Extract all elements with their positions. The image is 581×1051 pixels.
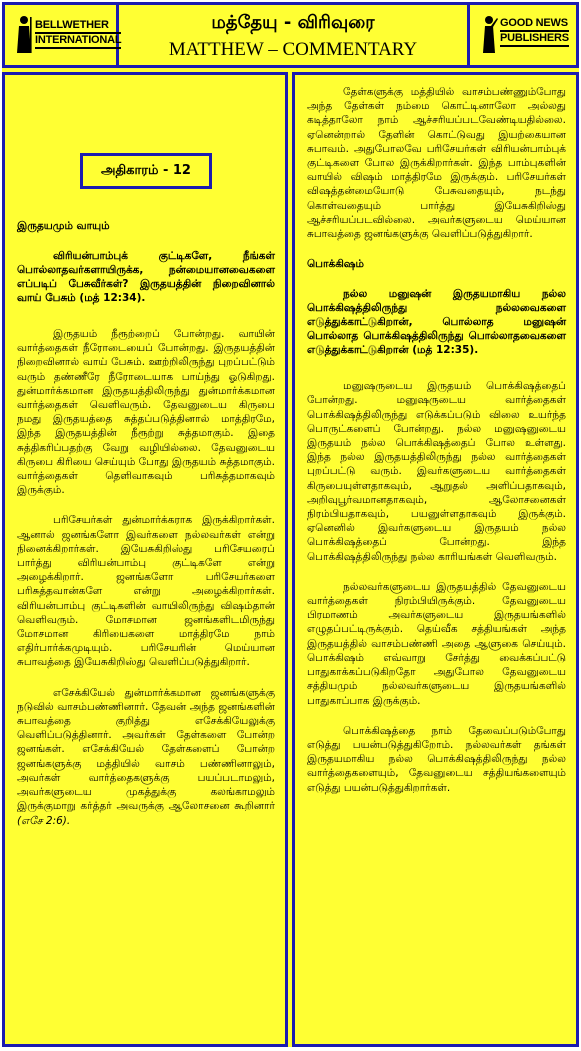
bellwether-logo-line2: INTERNATIONAL	[35, 34, 121, 49]
good-news-logo-line2: PUBLISHERS	[500, 32, 569, 47]
chapter-label: அதிகாரம் - 12	[80, 153, 212, 189]
right-column	[292, 72, 579, 1047]
section-heading-treasure: பொக்கிஷம்	[307, 258, 364, 271]
paragraph: மனுஷருடைய இருதயம் பொக்கிஷத்தைப் போன்றது. மனுஷருடைய வார்த்தைகள் பொக்கிஷத்திலிருந்து எடுக்கப்படும் விலை உயர்ந்த பொருட்களைப் போன்றது. நல்ல மனுஷனுடைய இருதயம் நல்ல பொக்கிஷத்தைப் போல உள்ளது. இந்த நல்ல இருதயத்திலிருந்து நல்ல வார்த்தைகள் புறப்பட்டு வரும். இவர்களுடைய வார்த்தைகள் கிருபையுள்ளதாகவும், ஆறுதல் அளிப்பதாகவும், அறிவுபூர்வமானதாகவும், ஆலோசனைகள் நிரம்பியதாகவும், பயனுள்ளதாகவும் இருக்கும். ஏனெனில் இவர்களுடைய இருதயம் நல்ல பொக்கிஷத்தைப் போன்றது. இந்த பொக்கிஷத்திலிருந்து நல்ல காரியங்கள் வெளிவரும்.	[307, 380, 566, 563]
page	[2, 2, 579, 1047]
good-news-logo-line1: GOOD NEWS	[500, 17, 569, 32]
scripture-quote-12-35: நல்ல மனுஷன் இருதயமாகிய நல்ல பொக்கிஷத்திலிருந்து நல்லவைகளை எடுத்துக்காட்டுகிறான், பொல்லாத மனுஷன் பொல்லாத பொக்கிஷத்திலிருந்து பொல்லாதவைகளை எடுத்துக்காட்டுகிறான் (மத் 12:35).	[307, 288, 566, 357]
paragraph-text: எசேக்கியேல் துன்மார்க்கமான ஜனங்களுக்கு நடுவில் வாசம்பண்ணினார். தேவன் அந்த ஜனங்களின் சுபாவத்தை குறித்து எசேக்கியேலுக்கு வெளிப்படுத்தினார். அவர்கள் தேள்களை போன்ற ஜனங்கள். எசேக்கியேல் தேள்களைப் போன்ற ஜனங்களுக்கு மத்தியில் வாசம் பண்ணினாலும், அவர்கள் வார்த்தைகளுக்கு பயப்படாமலும், அவர்களுடைய முகத்துக்கு கலங்காமலும் இருக்குமாறு கர்த்தர் அவருக்கு ஆலோசனை கூறினார்	[17, 686, 275, 813]
good-news-logo	[476, 13, 576, 57]
bellwether-logo-cell	[5, 5, 122, 65]
scripture-quote-12-34: விரியன்பாம்புக் குட்டிகளே, நீங்கள் பொல்லாதவர்களாயிருக்க, நன்மையானவைகளை எப்படிப் பேசுவீர்கள்? இருதயத்தின் நிறைவினால் வாய் பேசும் (மத் 12:34).	[17, 250, 275, 304]
preacher-figure-icon	[480, 15, 498, 55]
title-tamil: மத்தேயு - விரிவுரை	[211, 12, 375, 33]
paragraph: இருதயம் நீரூற்றைப் போன்றது. வாயின் வார்த்தைகள் நீரோடையைப் போன்றது. இருதயத்தின் நிறைவினால் வாய் பேசும். ஊற்றிலிருந்து புறப்பட்டும் வரும் தண்ணீரே நீரோடையாக பாய்ந்து ஓடுகிறது. துன்மார்க்கமான இருதயத்திலிருந்து துன்மார்க்கமான வார்த்தைகள் வெளிவரும். தேவனுடைய கிருபை நமது இருதயத்தை சுத்தப்படுத்தினால் மாத்திரமே, இந்த இருதயத்தின் நீரூற்று சுத்தமாகும். இதை சுத்திகரிப்பதற்கு வேறு வழியில்லை. தேவனுடைய கிருபை கிரியை செய்யும் போது இருதயம் சுத்தமாகும். வார்த்தைகள் தெளிவாகவும் பரிசுத்தமாகவும் இருக்கும்.	[17, 328, 275, 497]
title-cell	[119, 5, 467, 65]
shepherd-figure-icon	[15, 15, 33, 55]
paragraph: நல்லவர்களுடைய இருதயத்தில் தேவனுடைய வார்த்தைகள் நிரம்பியிருக்கும். தேவனுடைய பிரமாணம் அவர்களுடைய இருதயங்களில் எழுதப்பட்டிருக்கும். தெய்வீக சத்தியங்கள் அந்த இருதயத்தில் வாசம்பண்ணி அதை ஆளுகை செய்யும். பொக்கிஷம் எவ்வாறு சேர்த்து வைக்கப்பட்டு பாதுகாக்கப்படுகிறதோ அதுபோல தேவனுடைய சத்தியமும் நல்லவர்களுடைய இருதயங்களில் பாதுகாப்பாக இருக்கும்.	[307, 580, 566, 707]
section-heading-heart-mouth: இருதயமும் வாயும்	[17, 220, 110, 232]
paragraph: பரிசேயர்கள் துன்மார்க்கராக இருக்கிறார்கள். ஆனால் ஜனங்களோ இவர்களை நல்லவர்கள் என்று நினைக்கிறார்கள். இயேசுகிறிஸ்து பரிசேயரைப் பார்த்து விரியன்பாம்பு குட்டிகளே என்று அழைக்கிறார். ஜனங்களோ பரிசேயர்களை பரிசுத்தவான்களே என்று அழைக்கிறார்கள். விரியன்பாம்பு குட்டிகளின் வாயிலிருந்து விஷம்தான் வெளிவரும். மோசமான ஜனங்களிடமிருந்து மோசமான கிரியைகளை மாத்திரமே நாம் எதிர்பார்க்கமுடியும். பரிசேயரின் மெய்யான சுபாவத்தை இயேசுகிறிஸ்து வெளிப்படுத்துகிறார்.	[17, 514, 275, 669]
paragraph: தேள்களுக்கு மத்தியில் வாசம்பண்ணும்போது அந்த தேள்கள் நம்மை கொட்டினாலோ அல்லது கடித்தாலோ நாம் ஆச்சரியப்படவேண்டியதில்லை. ஏனென்றால் தேளின் கொட்டுவது இயற்கையான சுபாவம். அதுபோலவே பரிசேயர்கள் விரியன்பாம்புக் குட்டிகளை போல இருக்கிறார்கள். இந்த பாம்புகளின் வாயில் விஷம் மாத்திரமே இருக்கும். பரிசேயர்கள் விஷத்தன்மையோடு பேசுவதையும், நடந்து கொள்வதையும் பார்த்து இயேசுகிறிஸ்து ஆச்சரியப்படவில்லை. அவர்களுடைய மெய்யான சுபாவத்தை ஜனங்களுக்கு வெளிப்படுத்துகிறார்.	[307, 86, 566, 241]
bellwether-logo	[11, 13, 122, 57]
left-column	[2, 72, 288, 1047]
paragraph: பொக்கிஷத்தை நாம் தேவைப்படும்போது எடுத்து பயன்படுத்துகிறோம். நல்லவர்கள் தங்கள் இருதயமாகிய நல்ல பொக்கிஷத்திலிருந்து நல்ல வார்த்தைகளையும், தேவனுடைய சத்தியங்களையும் எடுத்து பயன்படுத்துகிறார்கள்.	[307, 724, 566, 794]
header	[2, 2, 579, 68]
paragraph	[17, 686, 275, 828]
good-news-logo-cell	[467, 5, 576, 65]
scripture-reference: (எசே 2:6).	[17, 814, 71, 827]
bellwether-logo-line1: BELLWETHER	[35, 19, 121, 34]
title-english: MATTHEW – COMMENTARY	[168, 39, 418, 60]
